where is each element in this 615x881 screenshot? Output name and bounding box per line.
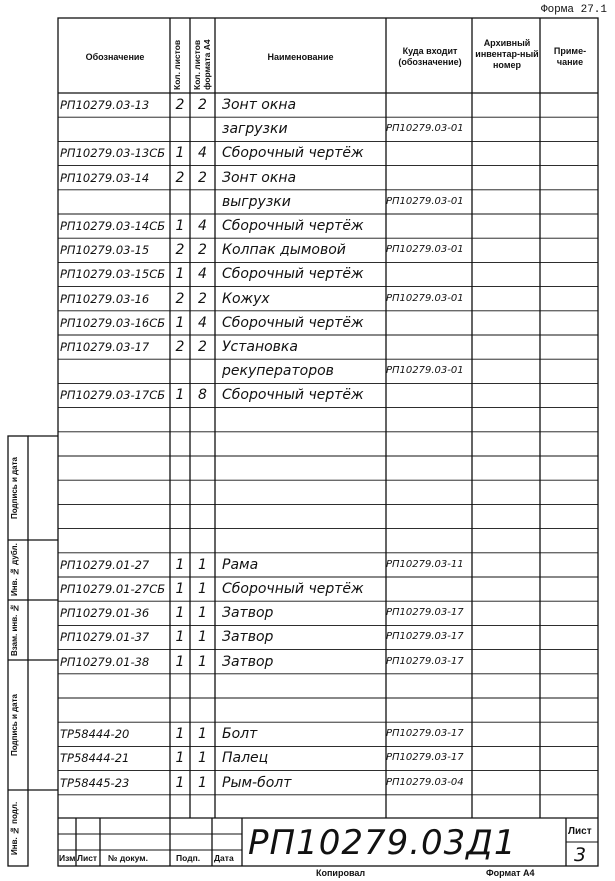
row-name: Сборочный чертёж — [222, 387, 364, 404]
row-where-used: РП10279.03-17 — [386, 631, 464, 643]
row-sheets: 1 — [175, 266, 185, 283]
row-designation: ТР58444-20 — [60, 727, 130, 742]
side-inv-orig: Инв. № подл. — [10, 801, 19, 855]
side-sign-date-bottom: Подпись и дата — [10, 694, 19, 756]
header-name: Наименование — [267, 52, 334, 62]
header-archive-no: Архивный инвентар-ный номер — [475, 38, 539, 70]
row-name: Затвор — [222, 605, 274, 622]
row-a4-sheets: 1 — [198, 653, 207, 670]
row-name: рекуператоров — [222, 363, 334, 380]
row-where-used: РП10279.03-11 — [386, 558, 464, 570]
row-name: Сборочный чертёж — [222, 314, 364, 331]
row-name: Палец — [222, 750, 269, 767]
row-a4-sheets: 1 — [198, 726, 207, 743]
stamp-doc-no: № докум. — [108, 853, 148, 863]
row-name: Рым-болт — [222, 774, 292, 791]
header-format-a4: Кол. листов формата А4 — [192, 39, 212, 90]
header-sheets-count: Кол. листов — [172, 39, 182, 90]
row-where-used: РП10279.03-04 — [386, 776, 464, 788]
stamp-sheet-label: Лист — [568, 826, 592, 837]
row-name: Сборочный чертёж — [222, 145, 364, 162]
row-sheets: 2 — [175, 242, 185, 259]
row-sheets: 1 — [175, 581, 185, 597]
row-designation: РП10279.03-16СБ — [60, 315, 166, 330]
row-a4-sheets: 4 — [198, 266, 207, 283]
row-where-used: РП10279.03-01 — [386, 244, 464, 256]
row-a4-sheets: 4 — [198, 218, 207, 234]
row-designation: РП10279.03-15СБ — [60, 267, 166, 282]
row-designation: РП10279.03-16 — [60, 291, 150, 306]
row-sheets: 1 — [175, 653, 185, 670]
row-where-used: РП10279.03-01 — [386, 292, 464, 304]
row-designation: ТР58445-23 — [60, 775, 130, 790]
row-designation: РП10279.03-13СБ — [60, 146, 166, 161]
row-designation: РП10279.01-27 — [60, 557, 150, 572]
row-a4-sheets: 1 — [198, 581, 207, 597]
row-name: Зонт окна — [222, 97, 297, 113]
form-label: Форма 27.1 — [540, 4, 607, 16]
row-designation: РП10279.03-14 — [60, 170, 150, 185]
row-a4-sheets: 2 — [198, 97, 207, 113]
row-designation: РП10279.03-14СБ — [60, 219, 166, 233]
row-sheets: 1 — [175, 145, 185, 162]
row-name: Затвор — [222, 629, 274, 646]
row-designation: РП10279.03-13 — [60, 98, 150, 112]
row-where-used: РП10279.03-01 — [386, 195, 464, 207]
row-designation: РП10279.01-37 — [60, 630, 150, 645]
row-sheets: 2 — [175, 339, 185, 355]
row-where-used: РП10279.03-01 — [386, 123, 464, 135]
row-sheets: 1 — [175, 726, 185, 743]
row-name: Кожух — [222, 290, 270, 307]
row-a4-sheets: 1 — [198, 629, 207, 646]
header-designation: Обозначение — [85, 52, 145, 62]
footer-format: Формат А4 — [486, 868, 535, 878]
row-a4-sheets: 1 — [198, 774, 207, 791]
row-sheets: 1 — [175, 556, 185, 573]
row-sheets: 1 — [175, 314, 185, 331]
row-sheets: 1 — [175, 387, 185, 404]
side-inv-dup: Инв. № дубл. — [10, 543, 19, 597]
row-where-used: РП10279.03-17 — [386, 655, 464, 667]
side-sign-date-top: Подпись и дата — [10, 457, 19, 519]
row-a4-sheets: 8 — [198, 387, 207, 404]
row-where-used: РП10279.03-17 — [386, 752, 464, 764]
row-a4-sheets: 2 — [198, 339, 207, 355]
row-sheets: 1 — [175, 774, 185, 791]
row-name: выгрузки — [222, 193, 291, 210]
row-a4-sheets: 2 — [198, 290, 207, 307]
document-code: РП10279.03Д1 — [248, 823, 517, 863]
row-sheets: 1 — [175, 750, 185, 767]
stamp-sheet-number: 3 — [574, 844, 587, 866]
row-sheets: 1 — [175, 218, 185, 234]
row-a4-sheets: 4 — [198, 145, 207, 162]
row-where-used: РП10279.03-17 — [386, 607, 464, 619]
row-a4-sheets: 4 — [198, 314, 207, 331]
row-name: Болт — [222, 726, 258, 743]
row-name: Затвор — [222, 653, 274, 670]
row-name: Сборочный чертёж — [222, 581, 364, 597]
stamp-data: Дата — [214, 853, 234, 863]
row-where-used: РП10279.03-01 — [386, 365, 464, 377]
row-name: Установка — [222, 339, 298, 355]
row-designation: РП10279.03-15 — [60, 243, 150, 258]
row-a4-sheets: 1 — [198, 750, 207, 767]
row-name: Рама — [222, 556, 259, 573]
row-designation: РП10279.03-17СБ — [60, 388, 166, 403]
row-a4-sheets: 2 — [198, 242, 207, 259]
row-designation: РП10279.01-36 — [60, 606, 150, 621]
row-sheets: 2 — [175, 97, 185, 113]
row-name: Сборочный чертёж — [222, 266, 364, 283]
row-a4-sheets: 2 — [198, 169, 207, 186]
row-where-used: РП10279.03-17 — [386, 728, 464, 740]
row-sheets: 1 — [175, 605, 185, 622]
row-name: Колпак дымовой — [222, 242, 346, 259]
row-designation: РП10279.03-17 — [60, 340, 150, 354]
row-designation: РП10279.01-27СБ — [60, 582, 166, 596]
stamp-izm: Изм — [59, 853, 76, 863]
row-designation: РП10279.01-38 — [60, 654, 150, 669]
row-sheets: 1 — [175, 629, 185, 646]
row-sheets: 2 — [175, 290, 185, 307]
stamp-list: Лист — [77, 853, 98, 863]
stamp-podp: Подп. — [176, 853, 201, 863]
row-name: Зонт окна — [222, 169, 297, 186]
row-name: загрузки — [222, 121, 288, 138]
row-sheets: 2 — [175, 169, 185, 186]
side-vzam-inv: Взам. инв. № — [10, 603, 19, 657]
header-note: Приме-чание — [553, 46, 587, 67]
row-a4-sheets: 1 — [198, 556, 207, 573]
row-a4-sheets: 1 — [198, 605, 207, 622]
row-name: Сборочный чертёж — [222, 218, 364, 234]
footer-copied: Копировал — [316, 868, 366, 878]
row-designation: ТР58444-21 — [60, 751, 130, 766]
header-where-used: Куда входит (обозначение) — [398, 46, 462, 67]
